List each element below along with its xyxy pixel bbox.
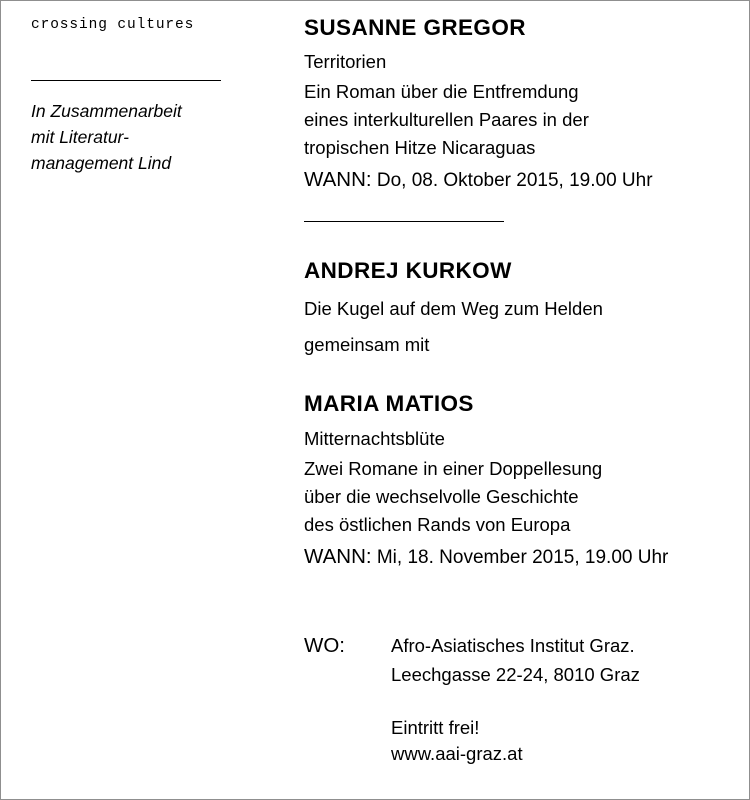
event-block-gregor (304, 13, 724, 196)
cooperation-note (31, 98, 241, 176)
brand-title: crossing cultures (31, 17, 195, 33)
cooperation-line-2: mit Literatur- (31, 127, 129, 147)
cooperation-line-3: management Lind (31, 153, 172, 173)
event-description-line-2: eines interkulturellen Paares in der (304, 109, 589, 130)
venue-address-line-1: Afro-Asiatisches Institut Graz. (391, 635, 635, 656)
event-description-line-1: Zwei Romane in einer Doppellesung (304, 458, 603, 479)
admission-note: Eintritt frei! (391, 717, 480, 738)
event-work-title: Territorien (304, 51, 387, 72)
event-date-value: Mi, 18. November 2015, 19.00 Uhr (376, 547, 669, 568)
event-work-title: Die Kugel auf dem Weg zum Helden (304, 298, 603, 319)
event-date-label: WANN: (304, 545, 372, 568)
events-column (304, 13, 724, 573)
event-author: MARIA MATIOS (304, 391, 474, 416)
event-description-line-3: des östlichen Rands von Europa (304, 514, 571, 535)
event-author: SUSANNE GREGOR (304, 15, 526, 40)
sidebar-divider (31, 80, 221, 81)
website-link[interactable]: www.aai-graz.at (391, 743, 523, 764)
event-date-value: Do, 08. Oktober 2015, 19.00 Uhr (376, 170, 653, 191)
venue-extra (391, 715, 724, 767)
event-work-title: Mitternachtsblüte (304, 428, 445, 449)
poster-content (1, 1, 749, 799)
event-block-kurkow (304, 256, 724, 363)
event-description-line-1: Ein Roman über die Entfremdung (304, 81, 579, 102)
event-block-matios (304, 389, 724, 573)
sidebar (31, 17, 241, 176)
event-date-row (304, 165, 724, 196)
venue-label: WO: (304, 634, 345, 657)
event-date-label: WANN: (304, 168, 372, 191)
venue-row (304, 631, 724, 689)
events-divider (304, 221, 504, 222)
venue-address (391, 631, 640, 689)
event-description-line-3: tropischen Hitze Nicaraguas (304, 137, 536, 158)
event-author: ANDREJ KURKOW (304, 258, 512, 283)
event-connector: gemeinsam mit (304, 334, 430, 355)
event-description-line-2: über die wechselvolle Geschichte (304, 486, 579, 507)
event-description (304, 455, 724, 539)
cooperation-line-1: In Zusammenarbeit (31, 101, 182, 121)
event-date-row (304, 542, 724, 573)
venue-address-line-2: Leechgasse 22-24, 8010 Graz (391, 664, 640, 685)
venue-section (304, 631, 724, 767)
event-description (304, 78, 724, 162)
